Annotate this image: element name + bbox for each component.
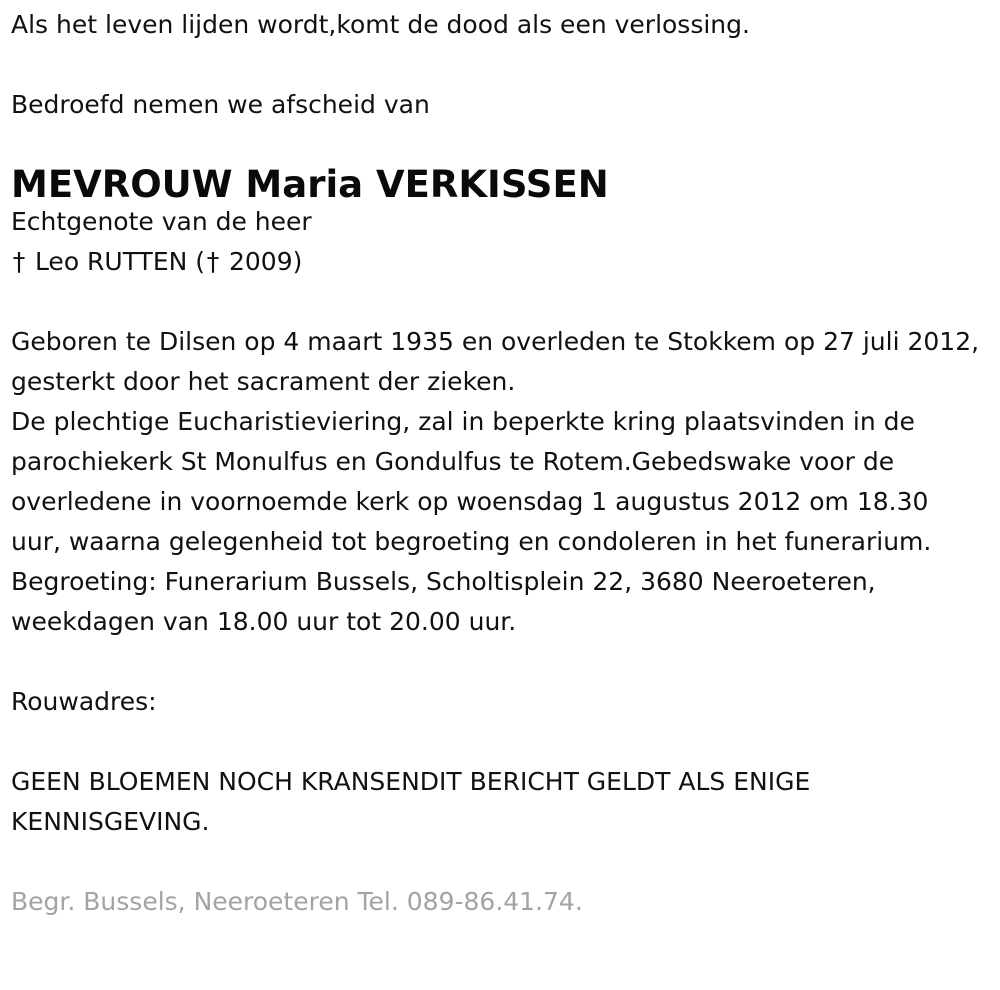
spacer [11,842,986,882]
notice-quote: Als het leven lijden wordt,komt de dood als een verlossing. [11,10,750,39]
spacer [11,642,986,682]
spacer [11,722,986,762]
cross-icon: † [12,247,26,276]
notice-intro: Bedroefd nemen we afscheid van [11,90,430,119]
cross-icon: † [206,247,220,276]
spacer [11,282,986,322]
spacer [11,125,986,160]
spouse-year: 2009) [221,247,303,276]
death-notice [11,0,986,922]
spouse-name: Leo RUTTEN ( [27,247,206,276]
spouse-line: Echtgenote van de heer [11,207,312,236]
ceremony-text: De plechtige Eucharistieviering, zal in beperkte kring plaatsvinden in de parochiekerk St Monulfus en Gondulfus te Rotem.Gebedswake voor de overledene in voornoemde kerk op woensdag 1 augustus 2012 om 18.30 uur, waarna gelegenheid tot begroeting en condoleren in het funerarium. [11,407,932,556]
closing-text: GEEN BLOEMEN NOCH KRANSENDIT BERICHT GELDT ALS ENIGE KENNISGEVING. [11,767,811,836]
birth-death-text: Geboren te Dilsen op 4 maart 1935 en overleden te Stokkem op 27 juli 2012, gesterkt door het sacrament der zieken. [11,327,980,396]
spacer [11,45,986,85]
funeral-home-footer: Begr. Bussels, Neeroeteren Tel. 089-86.41.74. [11,887,583,916]
spouse-details [11,242,986,282]
visitation-text: Begroeting: Funerarium Bussels, Scholtisplein 22, 3680 Neeroeteren, weekdagen van 18.00 uur tot 20.00 uur. [11,567,876,636]
deceased-name: MEVROUW Maria VERKISSEN [11,163,609,206]
mourning-address-label: Rouwadres: [11,687,157,716]
